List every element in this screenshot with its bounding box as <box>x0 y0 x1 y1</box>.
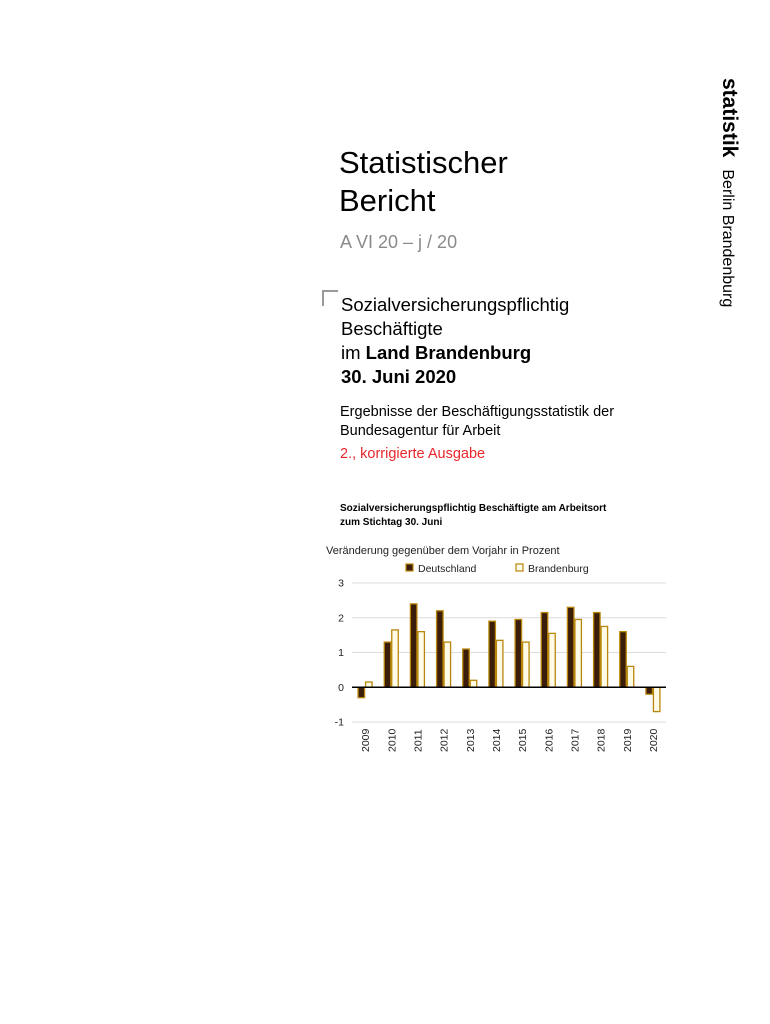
brand-name: statistik <box>718 78 741 158</box>
report-title-line2: Bericht <box>339 183 436 218</box>
x-tick-label: 2012 <box>438 728 451 752</box>
bar-brandenburg-2018 <box>601 626 608 687</box>
bar-deutschland-2012 <box>437 611 444 687</box>
y-tick-label: 1 <box>338 647 344 659</box>
x-tick-label: 2017 <box>569 728 582 752</box>
bar-chart <box>320 540 680 780</box>
bar-brandenburg-2019 <box>627 666 634 687</box>
x-tick-label: 2014 <box>490 728 503 752</box>
report-code: A VI 20 – j / 20 <box>340 232 458 252</box>
subject-line2: Beschäftigte <box>341 318 443 339</box>
bar-deutschland-2020 <box>646 687 653 694</box>
bar-brandenburg-2013 <box>470 680 477 687</box>
x-tick-label: 2013 <box>464 728 477 752</box>
subject-region: Land Brandenburg <box>365 342 532 363</box>
subject-line1: Sozialversicherungspflichtig <box>341 294 570 315</box>
x-tick-label: 2010 <box>386 728 399 752</box>
bar-brandenburg-2017 <box>575 619 582 687</box>
bar-brandenburg-2020 <box>653 687 660 711</box>
report-subject <box>341 293 569 389</box>
x-tick-label: 2009 <box>360 728 373 752</box>
x-tick-label: 2011 <box>412 729 425 752</box>
legend-label-deutschland: Deutschland <box>418 563 477 575</box>
report-title <box>339 144 508 220</box>
bar-brandenburg-2015 <box>523 642 530 687</box>
report-title-line1: Statistischer <box>339 145 508 180</box>
x-tick-label: 2020 <box>647 728 660 752</box>
bar-deutschland-2015 <box>515 619 522 687</box>
subject-prefix: im <box>341 342 361 363</box>
chart-title: Veränderung gegenüber dem Vorjahr in Prozent <box>326 545 560 557</box>
legend-label-brandenburg: Brandenburg <box>528 563 589 575</box>
x-tick-label: 2015 <box>517 728 530 752</box>
corner-mark <box>322 290 338 306</box>
bar-deutschland-2016 <box>541 613 548 688</box>
subject-date: 30. Juni 2020 <box>341 366 457 387</box>
bar-deutschland-2009 <box>358 687 365 697</box>
chart-heading-line1: Sozialversicherungspflichtig Beschäftigte am Arbeitsort <box>340 503 607 514</box>
brand-logo <box>705 78 745 318</box>
bar-deutschland-2018 <box>594 613 601 688</box>
bar-deutschland-2013 <box>463 649 470 687</box>
bar-brandenburg-2014 <box>496 640 503 687</box>
bar-brandenburg-2010 <box>392 630 399 687</box>
source-text: Ergebnisse der Beschäftigungsstatistik der Bundesagentur für Arbeit <box>340 404 615 439</box>
bar-deutschland-2011 <box>410 604 417 687</box>
bar-deutschland-2010 <box>384 642 391 687</box>
legend-swatch-brandenburg <box>516 564 523 571</box>
chart-heading-line2: zum Stichtag 30. Juni <box>340 517 443 528</box>
bar-brandenburg-2016 <box>549 633 556 687</box>
y-tick-label: -1 <box>334 716 344 729</box>
legend-swatch-deutschland <box>406 564 413 571</box>
y-tick-label: 2 <box>338 612 344 625</box>
y-tick-label: 0 <box>338 681 344 694</box>
brand-region: Berlin Brandenburg <box>719 169 736 308</box>
bar-deutschland-2017 <box>567 607 574 687</box>
bar-brandenburg-2011 <box>418 632 425 688</box>
x-tick-label: 2016 <box>543 728 556 752</box>
bar-deutschland-2019 <box>620 632 627 688</box>
bar-deutschland-2014 <box>489 621 496 687</box>
y-tick-label: 3 <box>338 577 344 590</box>
chart-heading <box>340 502 670 530</box>
subject-line3 <box>341 341 569 365</box>
bar-brandenburg-2012 <box>444 642 451 687</box>
x-tick-label: 2018 <box>595 728 608 752</box>
x-tick-label: 2019 <box>621 728 634 752</box>
edition-note: 2., korrigierte Ausgabe <box>340 446 486 462</box>
